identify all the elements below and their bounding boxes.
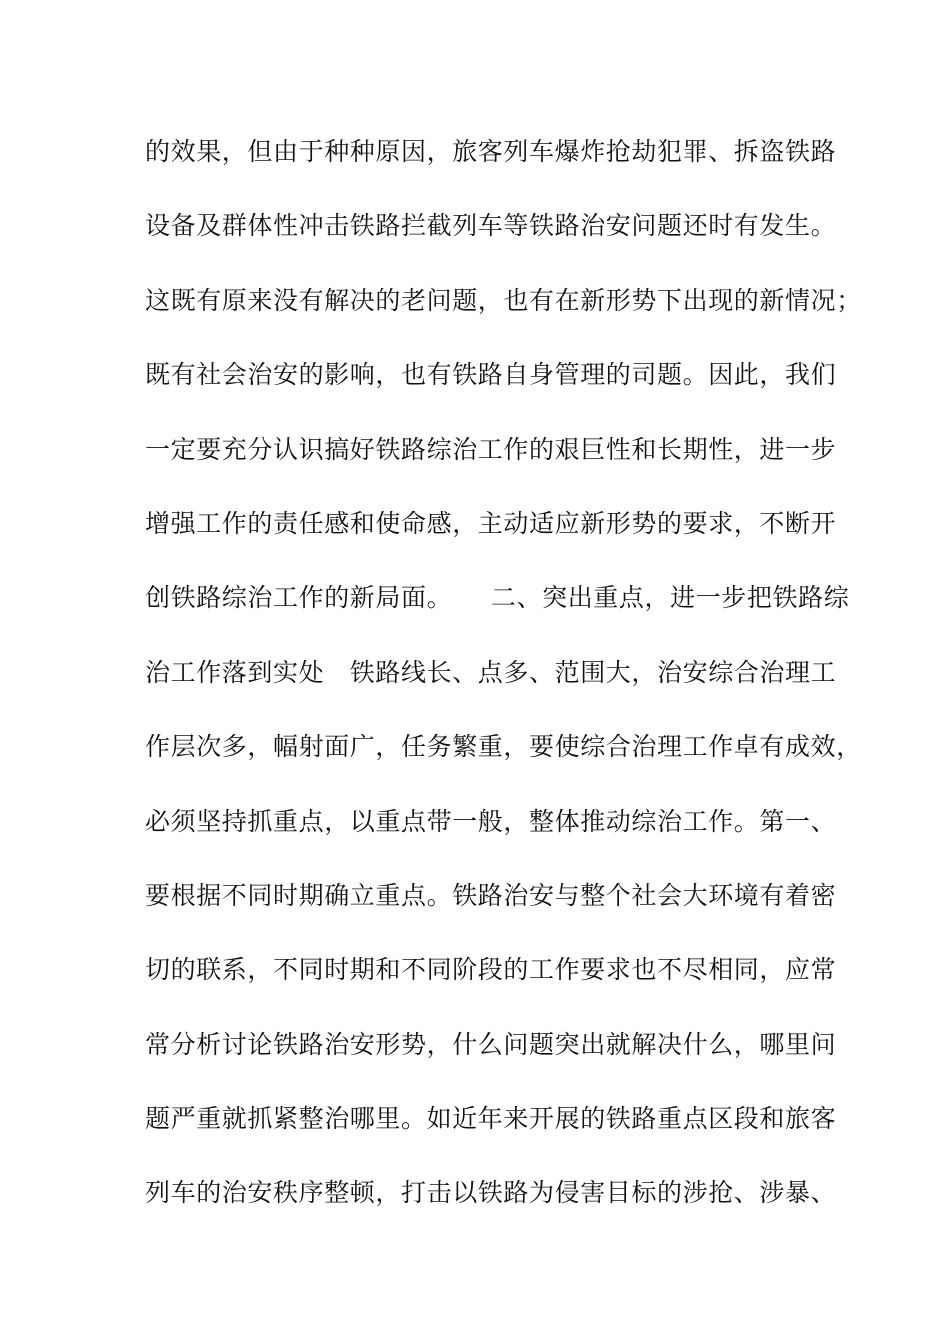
- text-line: 增强工作的责任感和使命感，主动适应新形势的要求，不断开: [145, 508, 837, 538]
- body-text: [145, 126, 862, 1242]
- text-line: 必须坚持抓重点，以重点带一般，整体推动综治工作。第一、: [145, 806, 837, 836]
- text-line: 题严重就抓紧整治哪里。如近年来开展的铁路重点区段和旅客: [145, 1104, 837, 1134]
- text-line: 切的联系，不同时期和不同阶段的工作要求也不尽相同，应常: [145, 955, 837, 985]
- text-line: 治工作落到实处 铁路线长、点多、范围大，治安综合治理工: [145, 657, 837, 687]
- text-line: 这既有原来没有解决的老问题，也有在新形势下出现的新情况；: [145, 285, 862, 315]
- text-line: 创铁路综治工作的新局面。 二、突出重点，进一步把铁路综: [145, 583, 850, 613]
- text-line: 要根据不同时期确立重点。铁路治安与整个社会大环境有着密: [145, 880, 837, 910]
- text-line: 列车的治安秩序整顿，打击以铁路为侵害目标的涉抢、涉暴、: [145, 1178, 837, 1208]
- text-line: 设备及群体性冲击铁路拦截列车等铁路治安问题还时有发生。: [145, 211, 837, 241]
- text-line: 作层次多，幅射面广，任务繁重，要使综合治理工作卓有成效，: [145, 732, 862, 762]
- text-line: 一定要充分认识搞好铁路综治工作的艰巨性和长期性，进一步: [145, 434, 837, 464]
- text-line: 的效果，但由于种种原因，旅客列车爆炸抢劫犯罪、拆盗铁路: [145, 137, 837, 166]
- text-line: 既有社会治安的影响，也有铁路自身管理的司题。因此，我们: [145, 360, 837, 390]
- text-line: 常分析讨论铁路治安形势，什么问题突出就解决什么，哪里问: [145, 1029, 837, 1059]
